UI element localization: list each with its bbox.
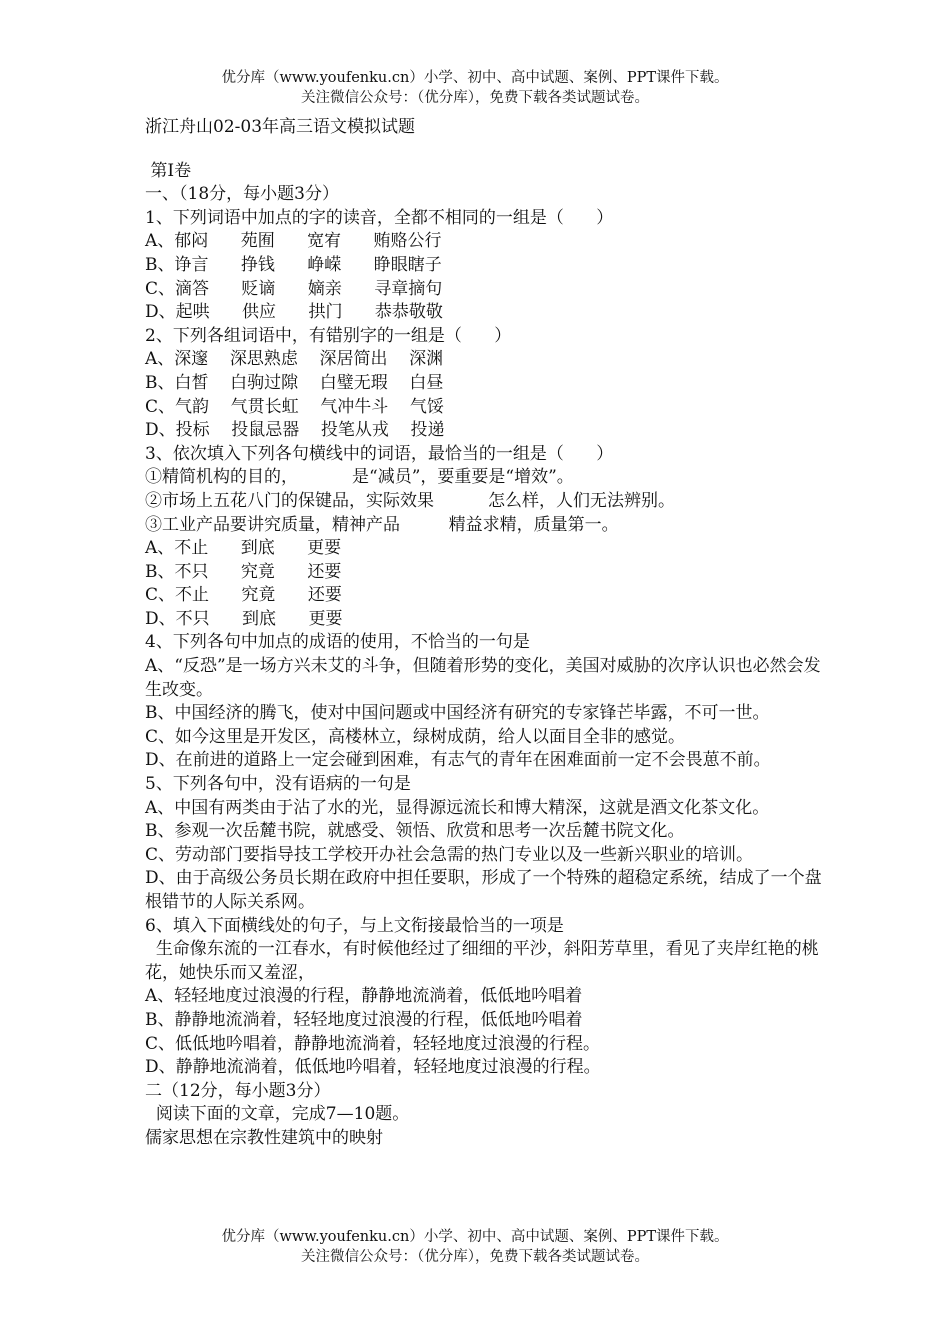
option-paragraph: A、“反恐”是一场方兴未艾的斗争，但随着形势的变化，美国对威胁的次序认识也必然会发生改变。 [145,656,821,700]
sentence-line: ③工业产品要讲究质量，精神产品 精益求精，质量第一。 [145,514,619,535]
option-line: A、深邃 深思熟虑 深居简出 深渊 [145,349,444,370]
page-footer [0,1227,950,1267]
option-line: A、郁闷 苑囿 宽宥 贿赂公行 [145,231,442,252]
option-paragraph: C、劳动部门要指导技工学校开办社会急需的热门专业以及一些新兴职业的培训。 [145,844,754,865]
sentence-line: ②市场上五花八门的保键品，实际效果 怎么样，人们无法辨别。 [145,490,676,511]
article-title: 儒家思想在宗教性建筑中的映射 [145,1127,383,1148]
option-line: A、不止 到底 更要 [145,538,342,559]
question-4: 4、下列各句中加点的成语的使用，不恰当的一句是 [145,632,530,653]
option-line: D、不只 到底 更要 [145,608,343,629]
exam-title: 浙江舟山02-03年高三语文模拟试题 [145,117,416,137]
footer-line-1: 优分库（www.youfenku.cn）小学、初中、高中试题、案例、PPT课件下载。 [221,1229,729,1245]
question-6: 6、填入下面横线处的句子，与上文衔接最恰当的一项是 [145,915,564,936]
question-1: 1、下列词语中加点的字的读音，全都不相同的一组是（ ） [145,207,614,228]
question-2: 2、下列各组词语中，有错别字的一组是（ ） [145,325,512,346]
section-heading: 一、（18分，每小题3分） [145,184,339,205]
option-line: C、滴答 贬谪 嫡亲 寻章摘句 [145,278,443,299]
option-line: C、气韵 气贯长虹 气冲牛斗 气馁 [145,396,444,417]
option-paragraph: C、如今这里是开发区，高楼林立，绿树成荫，给人以面目全非的感觉。 [145,726,686,747]
question-3: 3、依次填入下列各句横线中的词语，最恰当的一组是（ ） [145,443,614,464]
section-heading: 二（12分，每小题3分） [145,1080,331,1101]
option-paragraph: D、静静地流淌着，低低地吟唱着，轻轻地度过浪漫的行程。 [145,1057,601,1078]
option-paragraph: C、低低地吟唱着，静静地流淌着，轻轻地度过浪漫的行程。 [145,1033,601,1054]
question-5: 5、下列各句中，没有语病的一句是 [145,774,411,795]
page-header [0,68,950,108]
option-line: C、不止 究竟 还要 [145,585,342,606]
header-line-1: 优分库（www.youfenku.cn）小学、初中、高中试题、案例、PPT课件下载。 [221,70,729,86]
option-line: B、不只 究竟 还要 [145,561,342,582]
option-paragraph: D、由于高级公务员长期在政府中担任要职，形成了一个特殊的超稳定系统，结成了一个盘根错节的人际关系网。 [145,868,822,912]
option-paragraph: B、参观一次岳麓书院，就感受、领悟、欣赏和思考一次岳麓书院文化。 [145,821,685,842]
option-paragraph: A、轻轻地度过浪漫的行程，静静地流淌着，低低地吟唱着 [145,986,583,1007]
sentence-line: ①精简机构的目的， 是“减员”，要重要是“增效”。 [145,467,574,488]
passage-paragraph: 生命像东流的一江春水，有时候他经过了细细的平沙，斜阳芳草里，看见了夹岸红艳的桃花，她快乐而又羞涩， [145,939,819,983]
header-line-2: 关注微信公众号：（优分库），免费下载各类试题试卷。 [301,90,649,106]
section-one [145,160,825,1151]
exam-content [145,116,825,1151]
option-paragraph: B、静静地流淌着，轻轻地度过浪漫的行程，低低地吟唱着 [145,1009,583,1030]
option-line: D、投标 投鼠忌器 投笔从戎 投递 [145,420,445,441]
option-line: B、诤言 挣钱 峥嵘 睁眼瞎子 [145,254,442,275]
option-paragraph: A、中国有两类由于沾了水的光，显得源远流长和博大精深，这就是酒文化茶文化。 [145,797,770,818]
option-line: B、白皙 白驹过隙 白璧无瑕 白昼 [145,372,444,393]
option-line: D、起哄 供应 拱门 恭恭敬敬 [145,302,443,323]
option-paragraph: D、在前进的道路上一定会碰到困难，有志气的青年在困难面前一定不会畏葸不前。 [145,750,771,771]
footer-line-2: 关注微信公众号：（优分库），免费下载各类试题试卷。 [301,1249,649,1265]
option-paragraph: B、中国经济的腾飞，使对中国问题或中国经济有研究的专家锋芒毕露，不可一世。 [145,703,770,724]
text-line: 第Ⅰ卷 [145,160,192,181]
instruction-line: 阅读下面的文章，完成7—10题。 [145,1104,410,1125]
